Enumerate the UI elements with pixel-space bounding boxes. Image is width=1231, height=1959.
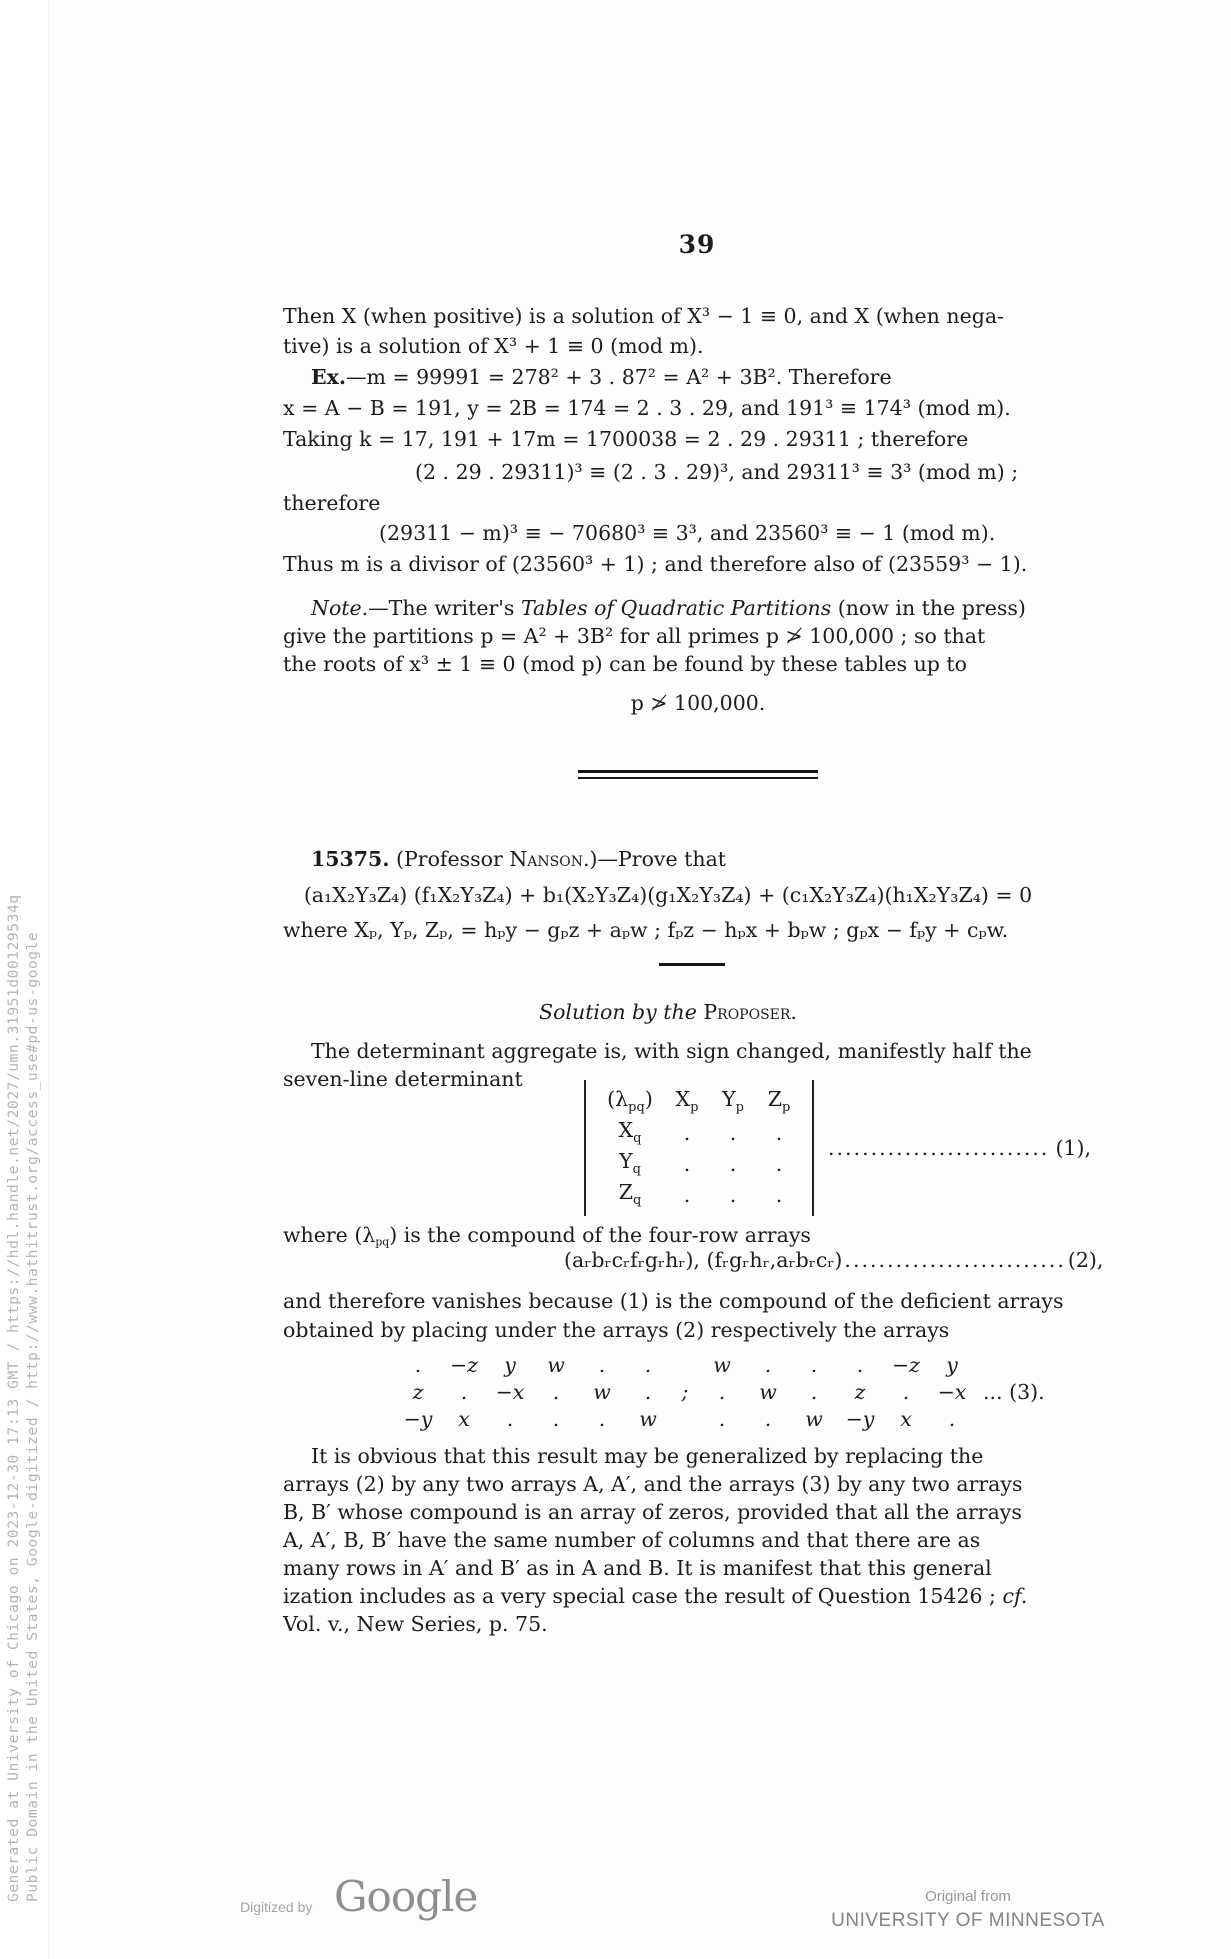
text: where (λ xyxy=(283,1223,376,1247)
text: obtained by placing under the arrays (2) respectively the arrays xyxy=(283,1318,950,1342)
proposer-name: Proposer. xyxy=(703,1000,797,1024)
array-cell: −x xyxy=(495,1380,525,1404)
text-line xyxy=(283,393,1053,424)
text-line xyxy=(283,549,1053,580)
text: (Professor xyxy=(389,847,510,871)
determinant-equation-1 xyxy=(584,1080,1091,1216)
text: ) is the compound of the four-row arrays xyxy=(389,1223,811,1247)
matrix-cell: . xyxy=(729,1151,737,1176)
note-line xyxy=(283,593,1053,624)
array-cell: w xyxy=(547,1353,565,1377)
note-line xyxy=(283,649,1053,680)
array-cell: x xyxy=(458,1407,470,1431)
matrix-row xyxy=(596,1148,802,1179)
array-cell: . xyxy=(764,1407,772,1431)
text: A, A′, B, B′ have the same number of columns and that there are as xyxy=(283,1528,981,1552)
text-line xyxy=(283,1441,1053,1472)
matrix-cell: $X_p$ xyxy=(675,1087,699,1116)
text: therefore xyxy=(283,491,381,515)
text: —The writer's xyxy=(368,596,521,620)
text-line xyxy=(283,1220,1053,1251)
array-cell: . xyxy=(644,1380,652,1404)
equation: (2 . 29 . 29311)³ ≡ (2 . 3 . 29)³, and 29311³ ≡ 3³ (mod m) ; xyxy=(415,460,1019,484)
matrix-cell: $Z_q$ xyxy=(618,1180,642,1209)
matrix-cell: $X_q$ xyxy=(618,1118,642,1147)
equation: (29311 − m)³ ≡ − 70680³ ≡ 3³, and 23560³ ≡ − 1 (mod m). xyxy=(379,521,996,545)
array-cell: . xyxy=(856,1353,864,1377)
text-line xyxy=(283,331,1053,362)
equation: (aᵣbᵣcᵣfᵣgᵣhᵣ), (fᵣgᵣhᵣ,aᵣbᵣcᵣ) xyxy=(564,1248,843,1272)
array-cell: −y xyxy=(845,1407,875,1431)
matrix-cell: . xyxy=(729,1182,737,1207)
matrix-cell: . xyxy=(683,1151,691,1176)
array-cell: −y xyxy=(403,1407,433,1431)
separator: ; xyxy=(681,1380,689,1404)
array-cell: y xyxy=(946,1353,958,1377)
equation-line xyxy=(283,518,1053,549)
array-cell: . xyxy=(718,1380,726,1404)
array-cell: . xyxy=(506,1407,514,1431)
array-cell: −z xyxy=(892,1353,920,1377)
text: (now in the press) xyxy=(831,596,1026,620)
matrix-cell: $Z_p$ xyxy=(767,1087,791,1116)
digitized-by-label: Digitized by xyxy=(240,1899,313,1915)
page-surface xyxy=(48,0,1231,1959)
matrix-row xyxy=(596,1086,802,1117)
array-cell: . xyxy=(948,1407,956,1431)
text: Thus m is a divisor of (23560³ + 1) ; and therefore also of (23559³ − 1). xyxy=(283,552,1028,576)
equation-line xyxy=(283,915,1053,946)
text: B, B′ whose compound is an array of zeros, provided that all the arrays xyxy=(283,1500,1022,1524)
proposer-name: Nanson xyxy=(509,847,583,871)
text: arrays (2) by any two arrays A, A′, and the arrays (3) by any two arrays xyxy=(283,1472,1023,1496)
text-line xyxy=(283,1525,1053,1556)
text: many rows in A′ and B′ as in A and B. It is manifest that this general xyxy=(283,1556,992,1580)
array-cell: z xyxy=(854,1380,866,1404)
text: ization includes as a very special case the result of Question 15426 ; xyxy=(283,1584,1003,1608)
equation: where Xₚ, Yₚ, Zₚ, = hₚy − gₚz + aₚw ; fₚz − hₚx + bₚw ; gₚx − fₚy + cₚw. xyxy=(283,918,1009,942)
subscript: pq xyxy=(375,1235,390,1249)
array-cell: x xyxy=(900,1407,912,1431)
array-3-row xyxy=(283,1406,1053,1433)
matrix-cell: $Y_p$ xyxy=(722,1087,744,1116)
matrix-cell: . xyxy=(729,1120,737,1145)
text-line xyxy=(283,1581,1053,1612)
text-line xyxy=(283,1286,1064,1317)
array-3-row xyxy=(283,1379,1053,1406)
matrix-cell: . xyxy=(775,1151,783,1176)
array-cell: w xyxy=(639,1407,657,1431)
text: cf. xyxy=(1002,1584,1028,1608)
equation: p ≯ 100,000. xyxy=(630,691,766,715)
determinant-matrix xyxy=(584,1080,814,1216)
text-line xyxy=(283,1497,1053,1528)
text-line xyxy=(283,1553,1053,1584)
array-cell: y xyxy=(504,1353,516,1377)
matrix-cell: . xyxy=(683,1120,691,1145)
array-cell: . xyxy=(718,1407,726,1431)
question-number: 15375. xyxy=(311,847,390,871)
equation-label xyxy=(975,1352,983,1379)
equation-label: (2), xyxy=(1067,1248,1104,1272)
array-cell: z xyxy=(412,1380,424,1404)
array-cell: w xyxy=(593,1380,611,1404)
section-divider-double-rule xyxy=(578,770,818,779)
equation-label xyxy=(975,1406,983,1433)
example-label: Ex. xyxy=(311,365,346,389)
text-line xyxy=(283,1609,1053,1640)
text: Then X (when positive) is a solution of X³ − 1 ≡ 0, and X (when nega- xyxy=(283,304,1004,328)
array-cell: w xyxy=(713,1353,731,1377)
google-logo: Google xyxy=(334,1872,478,1921)
page-number: 39 xyxy=(678,230,716,259)
matrix-cell: . xyxy=(683,1182,691,1207)
provenance-public-domain-line: Public Domain in the United States, Google-digitized / http://www.hathitrust.org/access_use#pd-us-google xyxy=(25,931,41,1902)
array-cell: . xyxy=(414,1353,422,1377)
array-cell: w xyxy=(805,1407,823,1431)
array-cell: . xyxy=(902,1380,910,1404)
array-cell: . xyxy=(810,1353,818,1377)
text: x = A − B = 191, y = 2B = 174 = 2 . 3 . 29, and 191³ ≡ 174³ (mod m). xyxy=(283,396,1011,420)
text-line xyxy=(283,488,1053,519)
equation: (a₁X₂Y₃Z₄) (f₁X₂Y₃Z₄) + b₁(X₂Y₃Z₄)(g₁X₂Y₃Z₄) + (c₁X₂Y₃Z₄)(h₁X₂Y₃Z₄) = 0 xyxy=(303,883,1033,907)
array-cell: −x xyxy=(937,1380,967,1404)
text-line xyxy=(283,1036,1053,1067)
text: the roots of x³ ± 1 ≡ 0 (mod p) can be found by these tables up to xyxy=(283,652,968,676)
array-cell: . xyxy=(764,1353,772,1377)
matrix-row xyxy=(596,1179,802,1210)
note-line xyxy=(283,621,1053,652)
text: tive) is a solution of X³ + 1 ≡ 0 (mod m). xyxy=(283,334,704,358)
array-cell: −z xyxy=(450,1353,478,1377)
array-cell: . xyxy=(460,1380,468,1404)
solution-heading xyxy=(283,997,1053,1028)
array-cell: . xyxy=(598,1407,606,1431)
provenance-generated-line: Generated at University of Chicago on 2023-12-30 17:13 GMT / https://hdl.handle.net/2027/umn.31951d00129534q xyxy=(6,894,22,1902)
equation-line xyxy=(313,688,1083,719)
equation-2 xyxy=(564,1248,1103,1272)
array-cell: . xyxy=(598,1353,606,1377)
equation-label: ... (3). xyxy=(983,1380,1045,1404)
matrix-cell: $(\lambda_{pq})$ xyxy=(607,1087,653,1116)
dotted-leader: .......................... xyxy=(844,1248,1066,1272)
note-label: Note. xyxy=(311,596,369,620)
institution-name: UNIVERSITY OF MINNESOTA xyxy=(831,1910,1105,1931)
matrix-row xyxy=(596,1117,802,1148)
text: Taking k = 17, 191 + 17m = 1700038 = 2 . 29 . 29311 ; therefore xyxy=(283,427,969,451)
equation-line xyxy=(283,880,1053,911)
text-line xyxy=(283,301,1053,332)
matrix-cell: . xyxy=(775,1182,783,1207)
array-cell: . xyxy=(810,1380,818,1404)
text-line xyxy=(283,424,1053,455)
text: seven-line determinant xyxy=(283,1067,523,1091)
text: Vol. v., New Series, p. 75. xyxy=(283,1612,548,1636)
array-cell: w xyxy=(759,1380,777,1404)
equation-line xyxy=(283,457,1053,488)
separator xyxy=(671,1406,699,1433)
book-title: Tables of Quadratic Partitions xyxy=(520,596,832,620)
array-cell: . xyxy=(552,1380,560,1404)
text: Solution by the xyxy=(539,1000,704,1024)
text-line xyxy=(283,362,1053,393)
question-heading xyxy=(283,844,1053,875)
original-from-label: Original from xyxy=(925,1888,1011,1905)
dotted-leader: .......................... xyxy=(828,1136,1050,1160)
array-cell: . xyxy=(552,1407,560,1431)
text: —m = 99991 = 278² + 3 . 87² = A² + 3B². Therefore xyxy=(345,365,892,389)
text-line xyxy=(283,1469,1053,1500)
text-line xyxy=(283,1315,1053,1346)
array-cell: . xyxy=(644,1353,652,1377)
text: .)—Prove that xyxy=(582,847,727,871)
array-3-row xyxy=(283,1352,1053,1379)
text: It is obvious that this result may be generalized by replacing the xyxy=(311,1444,984,1468)
separator xyxy=(671,1352,699,1379)
equation-label: (1), xyxy=(1055,1136,1091,1160)
matrix-cell: $Y_q$ xyxy=(619,1149,641,1178)
text: and therefore vanishes because (1) is the compound of the deficient arrays xyxy=(283,1289,1064,1313)
text: The determinant aggregate is, with sign changed, manifestly half the xyxy=(311,1039,1032,1063)
text: give the partitions p = A² + 3B² for all primes p ≯ 100,000 ; so that xyxy=(283,624,986,648)
matrix-cell: . xyxy=(775,1120,783,1145)
question-divider-rule xyxy=(659,963,725,966)
original-from-block xyxy=(768,1888,1168,1932)
